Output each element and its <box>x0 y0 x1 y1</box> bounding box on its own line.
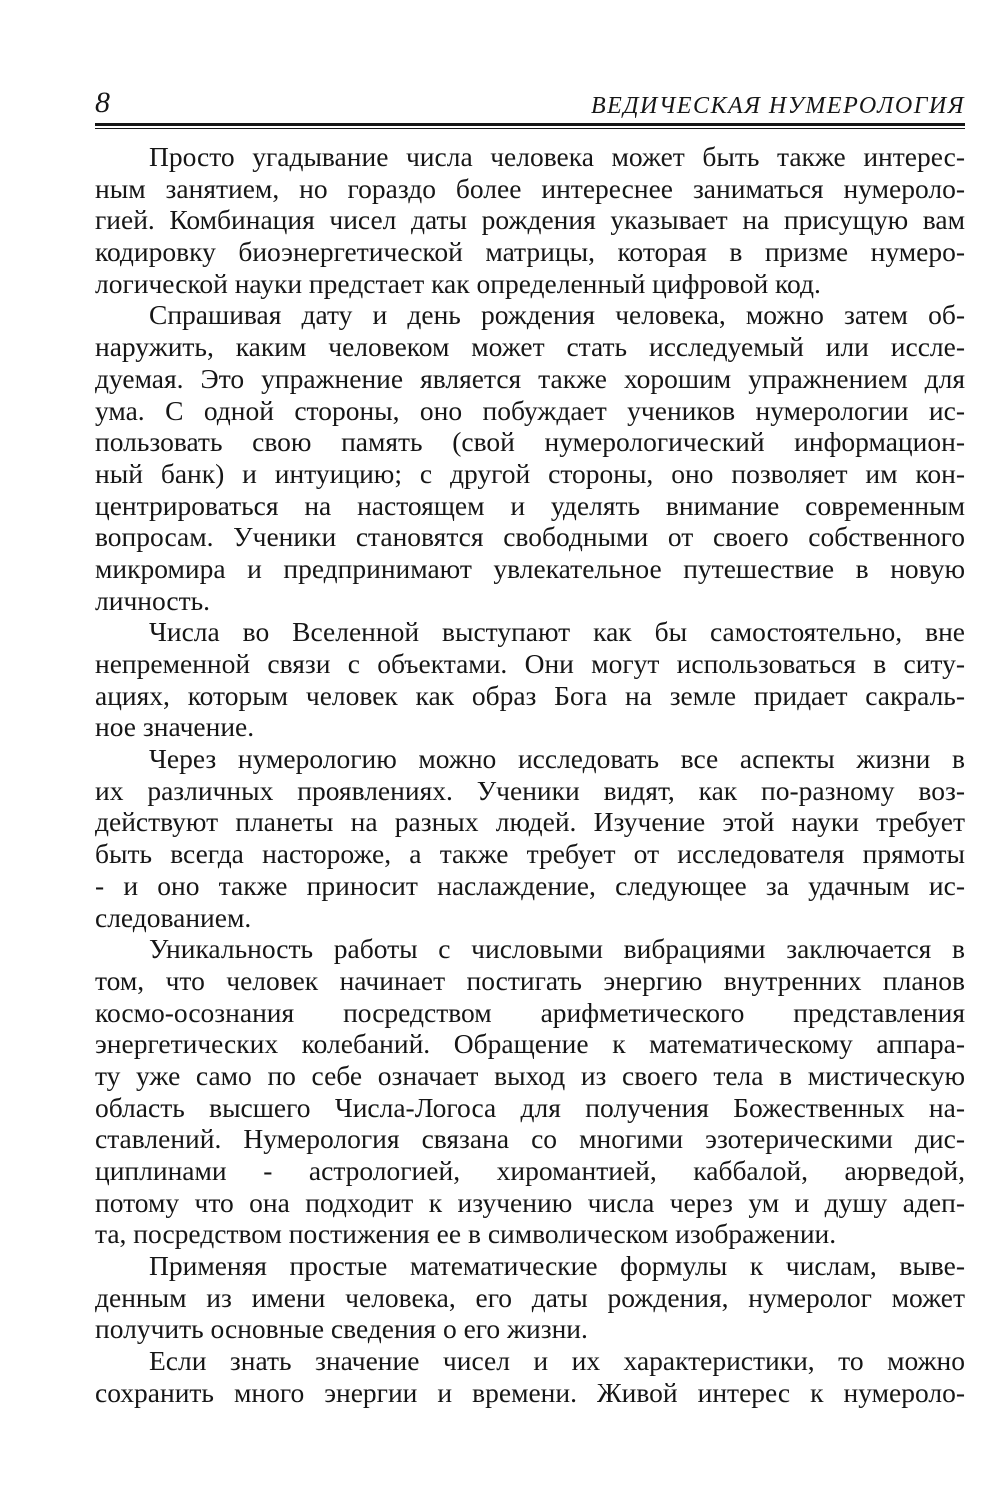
text-line: гией. Комбинация чисел даты рождения указывает на присущую вам <box>95 204 965 236</box>
text-line: ациях, которым человек как образ Бога на земле придает сакраль- <box>95 679 965 711</box>
text-line: кодировку биоэнергетической матрицы, которая в призме нумеро- <box>95 236 965 268</box>
header-rule-thin <box>95 128 965 129</box>
text-line: логической науки предстает как определенный цифровой код. <box>95 267 821 299</box>
text-line: космо-осознания посредством арифметического представления <box>95 996 965 1028</box>
text-line: личность. <box>95 584 211 616</box>
text-line: быть всегда настороже, а также требует от исследователя прямоты <box>95 838 965 870</box>
text-line: Числа во Вселенной выступают как бы самостоятельно, вне <box>149 616 965 648</box>
text-line: Просто угадывание числа человека может быть также интерес- <box>149 141 965 172</box>
text-line: Через нумерологию можно исследовать все аспекты жизни в <box>149 743 965 775</box>
text-line: ту уже само по себе означает выход из своего тела в мистическую <box>95 1059 965 1091</box>
header-rule <box>95 123 965 126</box>
page-number: 8 <box>95 86 110 119</box>
text-line: ума. С одной стороны, оно побуждает учеников нумерологии ис- <box>95 394 965 426</box>
text-line: Спрашивая дату и день рождения человека, можно затем об- <box>149 299 965 331</box>
book-page <box>95 80 965 1409</box>
running-head <box>95 80 965 118</box>
paragraph <box>95 1250 965 1345</box>
paragraph <box>95 616 965 743</box>
text-line: пользовать свою память (свой нумерологический информацион- <box>95 426 965 458</box>
text-line: том, что человек начинает постигать энергию внутренних планов <box>95 964 965 996</box>
text-line: Если знать значение чисел и их характеристики, то можно <box>149 1345 965 1377</box>
text-line: микромира и предпринимают увлекательное путешествие в новую <box>95 552 965 584</box>
text-line: непременной связи с объектами. Они могут использоваться в ситу- <box>95 648 965 679</box>
text-line: ный банк) и интуицию; с другой стороны, оно позволяет им кон- <box>95 457 965 489</box>
text-line: сохранить много энергии и времени. Живой интерес к нумероло- <box>95 1376 965 1408</box>
text-line: их различных проявлениях. Ученики видят, как по-разному воз- <box>95 774 965 806</box>
running-title: ВЕДИЧЕСКАЯ НУМЕРОЛОГИЯ <box>590 93 965 119</box>
text-line: дуемая. Это упражнение является также хорошим упражнением для <box>95 362 965 394</box>
text-line: энергетических колебаний. Обращение к математическому аппара- <box>95 1028 965 1060</box>
text-line: потому что она подходит к изучению числа через ум и душу адеп- <box>95 1186 965 1218</box>
text-line: действуют планеты на разных людей. Изучение этой науки требует <box>95 806 965 838</box>
text-line: область высшего Числа-Логоса для получения Божественных на- <box>95 1091 965 1123</box>
text-line: следованием. <box>95 901 252 933</box>
text-line: центрироваться на настоящем и уделять внимание современным <box>95 489 965 521</box>
text-line: ным занятием, но гораздо более интереснее заниматься нумероло- <box>95 172 965 204</box>
text-line: Применяя простые математические формулы к числам, выве- <box>149 1250 965 1282</box>
paragraph <box>95 743 965 933</box>
body-text <box>95 141 965 1409</box>
paragraph <box>95 933 965 1250</box>
paragraph <box>95 141 965 299</box>
text-line: наружить, каким человеком может стать исследуемый или иссле- <box>95 331 965 363</box>
paragraph <box>95 299 965 616</box>
text-line: циплинами - астрологией, хиромантией, каббалой, аюрведой, <box>95 1155 965 1186</box>
text-line: вопросам. Ученики становятся свободными от своего собственного <box>95 521 965 553</box>
text-line: Уникальность работы с числовыми вибрациями заключается в <box>149 933 965 965</box>
text-line: - и оно также приносит наслаждение, следующее за удачным ис- <box>95 869 965 901</box>
text-line: денным из имени человека, его даты рождения, нумеролог может <box>95 1281 965 1313</box>
text-line: получить основные сведения о его жизни. <box>95 1313 588 1345</box>
text-line: ное значение. <box>95 711 255 743</box>
text-line: та, посредством постижения ее в символическом изображении. <box>95 1218 837 1250</box>
text-line: ставлений. Нумерология связана со многими эзотерическими дис- <box>95 1123 965 1155</box>
paragraph <box>95 1345 965 1408</box>
